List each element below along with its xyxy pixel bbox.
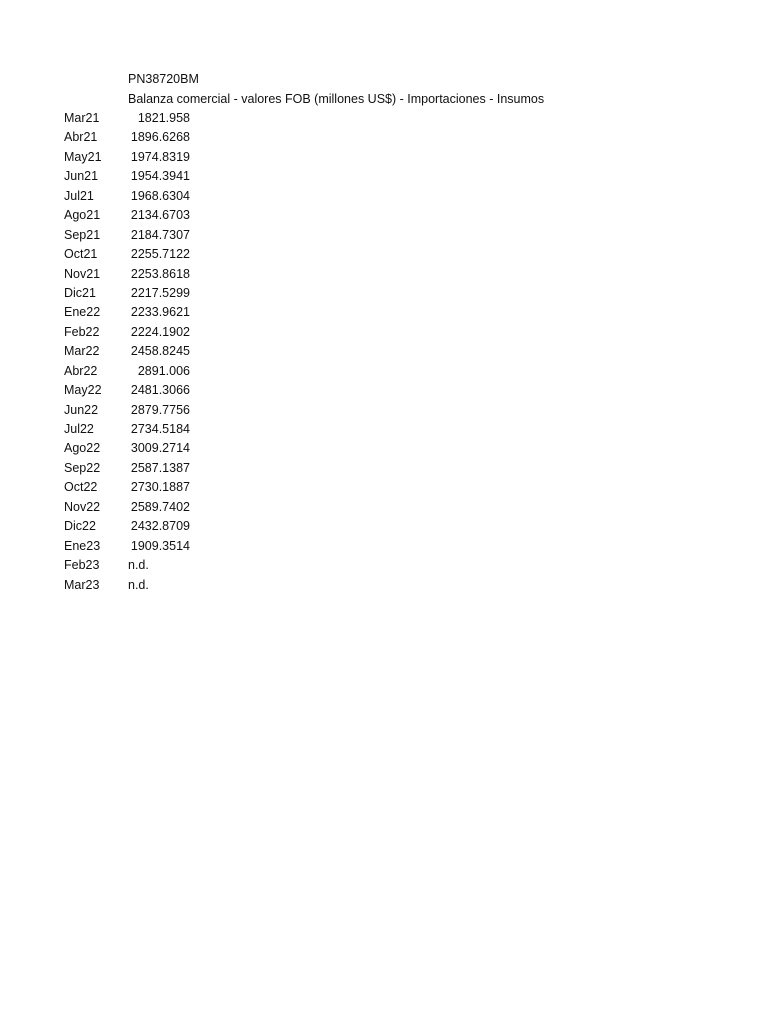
row-value: 2233.9621 [130,305,190,320]
row-label: Ago22 [64,441,101,456]
row-value: 1974.8319 [130,149,190,164]
row-value: 1968.6304 [130,188,190,203]
row-label: Sep22 [64,460,101,475]
row-label: Abr22 [64,363,98,378]
row-value: 2224.1902 [130,324,190,339]
series-title: Balanza comercial - valores FOB (millones US$) - Importaciones - Insumos [128,91,545,106]
row-label: Oct22 [64,480,98,495]
row-value: 1909.3514 [130,538,190,553]
row-label: Ago21 [64,208,101,223]
row-label: Oct21 [64,247,98,262]
row-value: 2481.3066 [130,383,190,398]
row-label: Jun21 [64,169,99,184]
series-code: PN38720BM [128,72,199,86]
series-header [128,70,544,109]
row-label: Mar21 [64,111,100,125]
row-value: 2587.1387 [130,460,190,475]
row-value: 2458.8245 [130,344,190,359]
row-label: Dic22 [64,519,96,534]
row-value: 2730.1887 [130,480,190,495]
row-value: 3009.2714 [130,441,190,456]
row-label: Jul22 [64,422,94,436]
row-label: Ene23 [64,538,101,553]
row-label: Ene22 [64,305,101,320]
row-label: Mar23 [64,577,100,592]
row-label: May22 [64,383,102,398]
row-value: n.d. [128,577,149,592]
row-value: 2879.7756 [130,402,190,417]
row-value: 2891.006 [137,363,190,378]
row-value: 2253.8618 [130,266,190,281]
row-value: 2432.8709 [130,519,190,534]
row-value: 1896.6268 [130,130,190,145]
row-label: May21 [64,149,102,164]
row-label: Jun22 [64,402,99,417]
row-value: 2184.7307 [130,227,190,242]
row-label: Nov22 [64,499,101,514]
row-value: 2734.5184 [130,422,190,436]
row-value: 1821.958 [137,111,190,125]
row-value: 2217.5299 [130,285,190,300]
row-label: Nov21 [64,266,101,281]
row-label: Dic21 [64,285,96,300]
row-label: Feb23 [64,558,100,573]
row-label: Sep21 [64,227,101,242]
row-value: 2134.6703 [130,208,190,223]
row-label: Mar22 [64,344,100,359]
row-value: n.d. [128,558,149,573]
row-value: 1954.3941 [130,169,190,184]
row-label: Jul21 [64,188,94,203]
row-value: 2589.7402 [130,499,190,514]
row-value: 2255.7122 [130,247,190,262]
row-label: Abr21 [64,130,98,145]
row-label: Feb22 [64,324,100,339]
